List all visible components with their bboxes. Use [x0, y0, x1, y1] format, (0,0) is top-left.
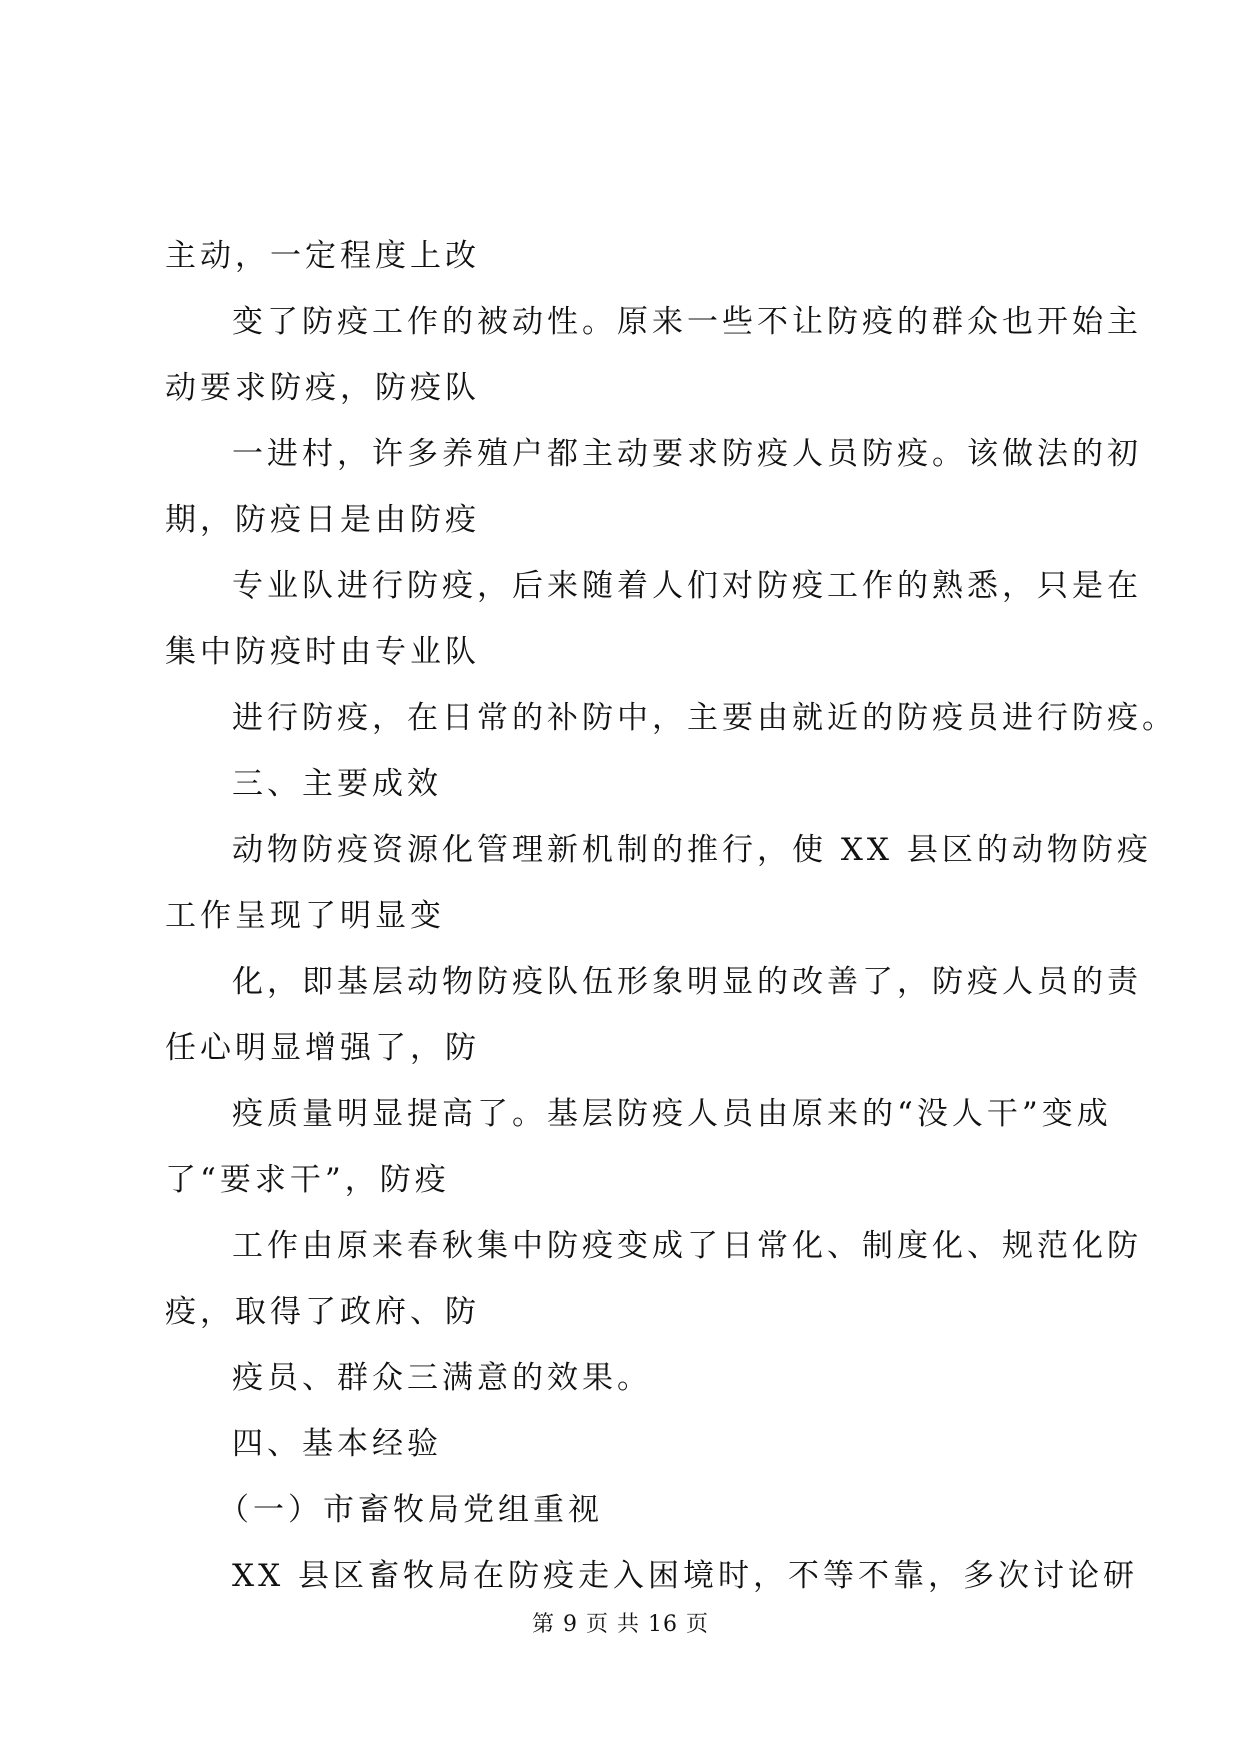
subsection-heading: （一）市畜牧局党组重视: [218, 1492, 603, 1528]
text-line: 变了防疫工作的被动性。原来一些不让防疫的群众也开始主: [232, 304, 1142, 340]
text-line: 主动，一定程度上改: [165, 238, 480, 274]
text-line: 任心明显增强了，防: [165, 1030, 480, 1066]
text-line: 一进村，许多养殖户都主动要求防疫人员防疫。该做法的初: [232, 436, 1142, 472]
text-line: 进行防疫，在日常的补防中，主要由就近的防疫员进行防疫。: [232, 700, 1177, 736]
text-line: 疫质量明显提高了。基层防疫人员由原来的“没人干”变成: [232, 1096, 1112, 1132]
text-line: XX 县区畜牧局在防疫走入困境时，不等不靠，多次讨论研: [232, 1558, 1138, 1594]
text-line: 工作呈现了明显变: [165, 898, 445, 934]
text-line: 专业队进行防疫，后来随着人们对防疫工作的熟悉，只是在: [232, 568, 1142, 604]
text-line: 疫，取得了政府、防: [165, 1294, 480, 1330]
text-line: 动要求防疫，防疫队: [165, 370, 480, 406]
text-line: 了“要求干”，防疫: [165, 1162, 450, 1198]
page-number-footer: 第 9 页 共 16 页: [532, 1612, 709, 1637]
text-line: 期，防疫日是由防疫: [165, 502, 480, 538]
text-line: 工作由原来春秋集中防疫变成了日常化、制度化、规范化防: [232, 1228, 1142, 1264]
text-line: 疫员、群众三满意的效果。: [232, 1360, 652, 1396]
text-line: 集中防疫时由专业队: [165, 634, 480, 670]
section-heading: 四、基本经验: [232, 1426, 442, 1462]
text-line: 动物防疫资源化管理新机制的推行，使 XX 县区的动物防疫: [232, 832, 1152, 868]
text-line: 化，即基层动物防疫队伍形象明显的改善了，防疫人员的责: [232, 964, 1142, 1000]
section-heading: 三、主要成效: [232, 766, 442, 802]
